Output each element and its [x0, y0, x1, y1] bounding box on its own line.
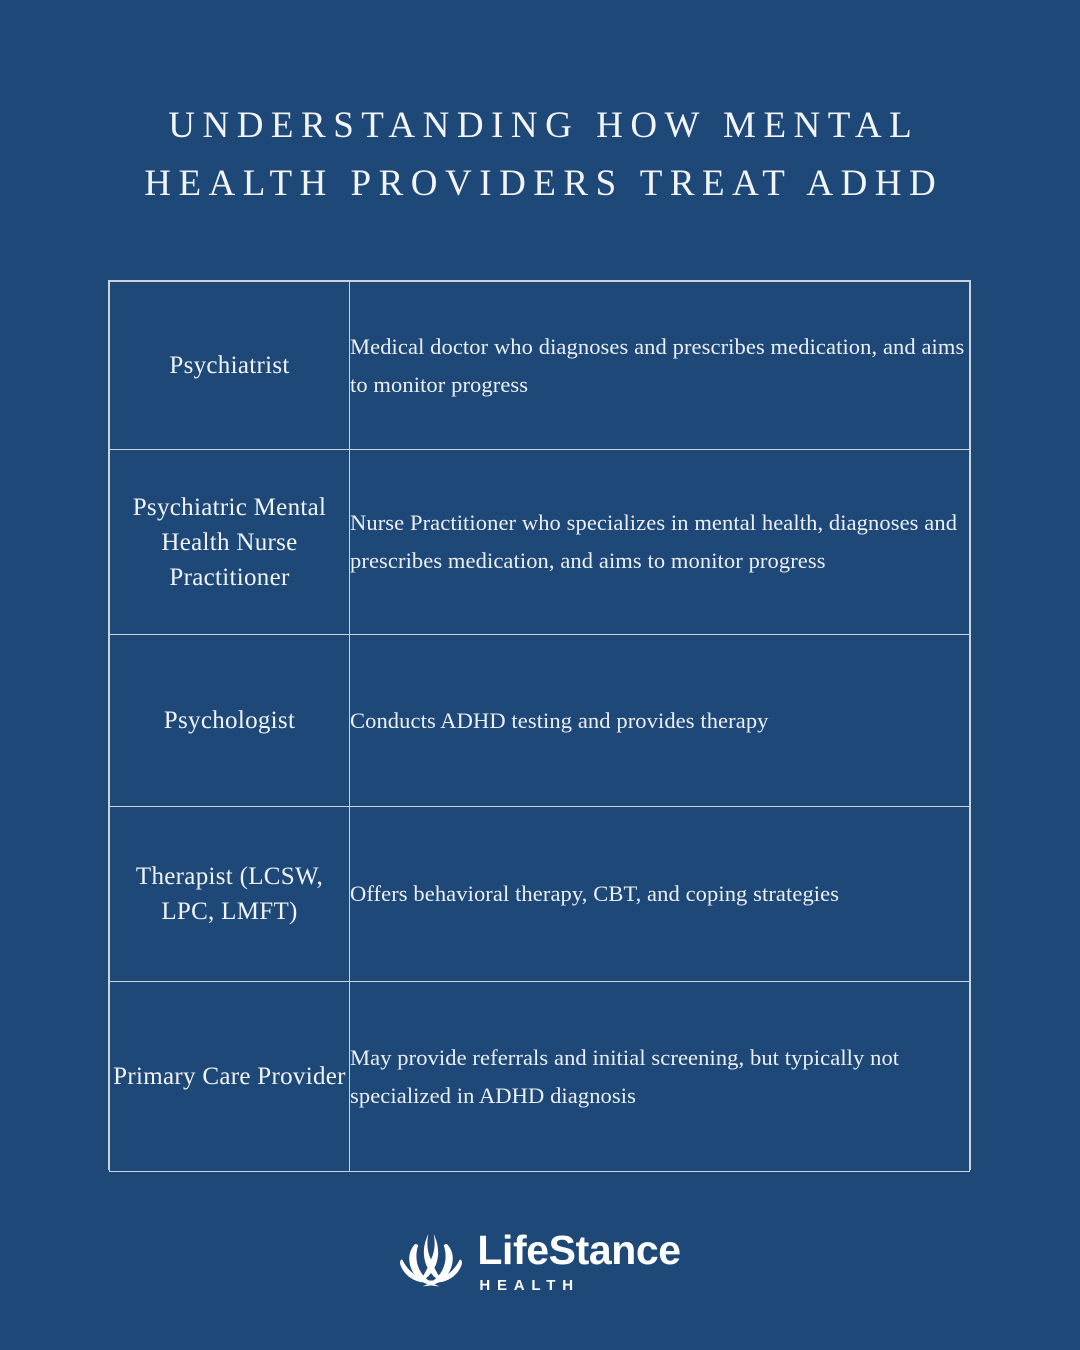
- provider-description-text: Offers behavioral therapy, CBT, and coping strategies: [350, 881, 840, 906]
- brand-logo: [0, 1228, 1080, 1295]
- table-row: [110, 450, 970, 635]
- provider-role-cell: [110, 635, 350, 807]
- provider-description-cell: [350, 450, 970, 635]
- providers-table: [108, 280, 971, 1170]
- provider-description-cell: [350, 635, 970, 807]
- brand-wordmark: [477, 1228, 680, 1295]
- page-title-line-1: UNDERSTANDING HOW MENTAL: [168, 105, 920, 146]
- table-row: [110, 282, 970, 450]
- provider-description-text: Nurse Practitioner who specializes in mental health, diagnoses and prescribes medication, and aims to monitor progress: [350, 510, 958, 573]
- table-row: [110, 807, 970, 982]
- provider-role-label: Psychiatrist: [169, 352, 290, 379]
- provider-description-text: Conducts ADHD testing and provides therapy: [350, 707, 769, 733]
- provider-role-label: Psychologist: [163, 707, 296, 734]
- provider-description-cell: [350, 807, 970, 982]
- provider-role-label: Psychiatric Mental Health Nurse Practitioner: [132, 493, 327, 591]
- brand-tagline: HEALTH: [479, 1277, 580, 1294]
- page-title: [0, 97, 1080, 213]
- provider-description-cell: [350, 282, 970, 450]
- provider-role-cell: [110, 282, 350, 450]
- provider-description-text: May provide referrals and initial screening, but typically not specialized in ADHD diagnosis: [350, 1044, 900, 1108]
- provider-role-cell: [110, 982, 350, 1172]
- provider-role-label: Primary Care Provider: [113, 1063, 346, 1090]
- table-row: [110, 635, 970, 807]
- provider-description-cell: [350, 982, 970, 1172]
- provider-description-text: Medical doctor who diagnoses and prescribes medication, and aims to monitor progress: [350, 333, 965, 397]
- provider-role-cell: [110, 807, 350, 982]
- page-title-line-2: HEALTH PROVIDERS TREAT ADHD: [144, 163, 944, 204]
- table-row: [110, 982, 970, 1172]
- lifestance-leaves-icon: [399, 1231, 463, 1293]
- provider-role-label: Therapist (LCSW, LPC, LMFT): [135, 863, 324, 925]
- provider-role-cell: [110, 450, 350, 635]
- brand-name: LifeStance: [477, 1227, 681, 1273]
